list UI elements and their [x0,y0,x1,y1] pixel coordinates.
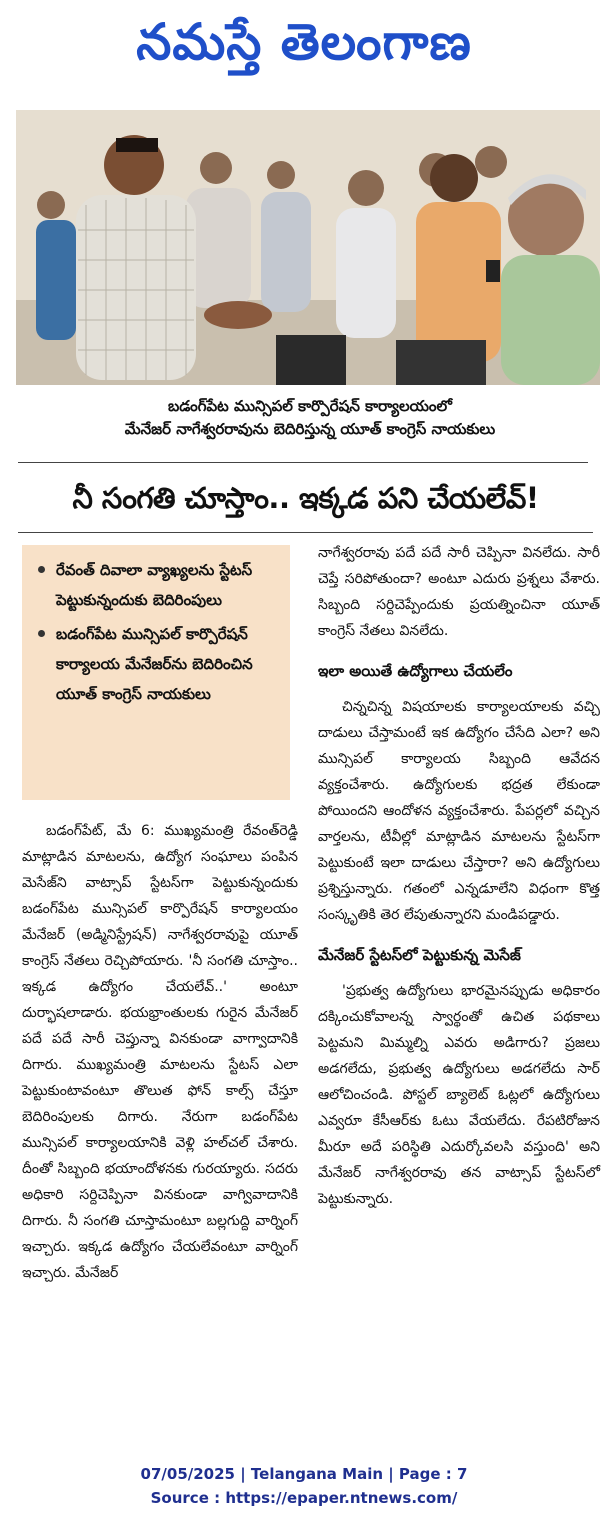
article-paragraph: చిన్నచిన్న విషయాలకు కార్యాలయాలకు వచ్చి దాడులు చేస్తామంటే ఇక ఉద్యోగం చేసేది ఎలా? అని మున్సిపల్ కార్యాలయ సిబ్బంది ఆవేదన వ్యక్తంచేశారు. ఉద్యోగులకు భద్రత లేకుండా పోయిందని ఆందోళన వ్యక్తంచేశారు. పేపర్లలో వచ్చిన వార్తలను, టీవీల్లో మాట్లాడిన మాటలను స్టేటస్‌గా పెట్టుకుంటే ఇలా దాడులు చేస్తారా? అని ఉద్యోగులు ప్రశ్నిస్తున్నారు. గతంలో ఎన్నడూలేని విధంగా కొత్త సంస్కృతికి తెర లేపుతున్నారని మండిపడ్డారు. [318,699,600,923]
highlight-text: రేవంత్ దివాలా వ్యాఖ్యలను స్టేటస్ పెట్టుకున్నందుకు బెదిరింపులు [56,561,253,609]
article-column-right [318,540,600,1212]
photo-caption [40,395,580,441]
highlight-text: బడంగ్‌పేట మున్సిపల్ కార్పొరేషన్ కార్యాలయ మేనేజర్‌ను బెదిరించిన యూత్ కాంగ్రెస్ నాయకులు [56,625,253,703]
masthead-title: నమస్తే తెలంగాణ [136,12,472,71]
photo-illustration [16,110,600,385]
caption-line-2: మేనేజర్ నాగేశ్వరరావును బెదిరిస్తున్న యూత్ కాంగ్రెస్ నాయకులు [124,420,496,438]
highlight-item [34,619,280,709]
article-paragraph: నాగేశ్వరరావు పదే పదే సారీ చెప్పినా వినలేదు. సారీ చెప్తే సరిపోతుందా? అంటూ ఎదురు ప్రశ్నలు వేశారు. సిబ్బంది సర్దిచెప్పేందుకు ప్రయత్నించినా యూత్ కాంగ్రెస్ నేతలు వినలేదు. [318,545,600,639]
highlight-item [34,555,280,615]
bullet-icon [38,630,45,637]
divider [18,532,593,533]
article-paragraph: 'ప్రభుత్వ ఉద్యోగులు భారమైనప్పుడు అధికారం దక్కించుకోవాలన్న స్వార్థంతో ఉచిత పథకాలు పెట్టమని మిమ్మల్ని ఎవరు అడిగారు? ప్రజలు అడగలేదు, ప్రభుత్వ ఉద్యోగులు అడగలేదు సార్ ఆలోచించండి. పోస్టల్ బ్యాలెట్ ఓట్లలో ఉద్యోగులు ఎవ్వరూ కేసీఆర్‌కు ఓటు వేయలేదు. రేపటిరోజున మీరూ అదే పరిస్థితి ఎదుర్కోవలసి వస్తుంది' అని మేనేజర్ నాగేశ్వరరావు తన వాట్సాప్ స్టేటస్‌లో పెట్టుకున్నారు. [318,983,600,1207]
subheading: ఇలా అయితే ఉద్యోగాలు చేయలేం [318,662,513,680]
masthead [0,0,608,96]
article-column-left [22,818,298,1286]
footer [0,1462,608,1510]
subheading: మేనేజర్ స్టేటస్‌లో పెట్టుకున్న మెసేజ్ [318,946,521,964]
bullet-icon [38,566,45,573]
caption-line-1: బడంగ్‌పేట మున్సిపల్ కార్పొరేషన్ కార్యాలయంలో [168,397,452,415]
divider [18,462,588,463]
highlights-box [22,545,290,800]
headline: నీ సంగతి చూస్తాం.. ఇక్కడ పని చేయలేవ్! [72,481,539,515]
footer-source-line: Source : https://epaper.ntnews.com/ [150,1489,458,1507]
footer-date-line: 07/05/2025 | Telangana Main | Page : 7 [140,1465,468,1483]
news-photo [16,110,600,385]
article-paragraph: బడంగ్‌పేట్, మే 6: ముఖ్యమంత్రి రేవంత్‌రెడ్డి మాట్లాడిన మాటలను, ఉద్యోగ సంఘాలు పంపిన మెసేజ్‌ని వాట్సాప్ స్టేటస్‌గా పెట్టుకున్నందుకు బడంగ్‌పేట మున్సిపల్ కార్పొరేషన్ కార్యాలయం మేనేజర్ (అడ్మినిస్ట్రేషన్) నాగేశ్వరరావుపై యూత్ కాంగ్రెస్ నేతలు రెచ్చిపోయారు. 'నీ సంగతి చూస్తాం.. ఇక్కడ ఉద్యోగం చేయలేవ్..' అంటూ దుర్భాషలాడారు. భయభ్రాంతులకు గురైన మేనేజర్ పదే పదే సారీ చెప్తున్నా వినకుండా వాగ్వాదానికి దిగారు. ముఖ్యమంత్రి మాటలను స్టేటస్ ఎలా పెట్టుకుంటావంటూ తొలుత ఫోన్ కాల్స్ చేస్తూ బెదిరింపులకు దిగారు. నేరుగా బడంగ్‌పేట మున్సిపల్ కార్యాలయానికి వెళ్లి హల్‌చల్ చేశారు. దీంతో సిబ్బంది భయాందోళనకు గురయ్యారు. సదరు అధికారి సర్దిచెప్పినా వినకుండా వాగ్వివాదానికి దిగారు. నీ సంగతి చూస్తామంటూ బల్లగుద్ది వార్నింగ్ ఇచ్చారు. ఇక్కడ ఉద్యోగం చేయలేవంటూ వార్నింగ్ ఇచ్చారు. మేనేజర్ [22,823,298,1281]
